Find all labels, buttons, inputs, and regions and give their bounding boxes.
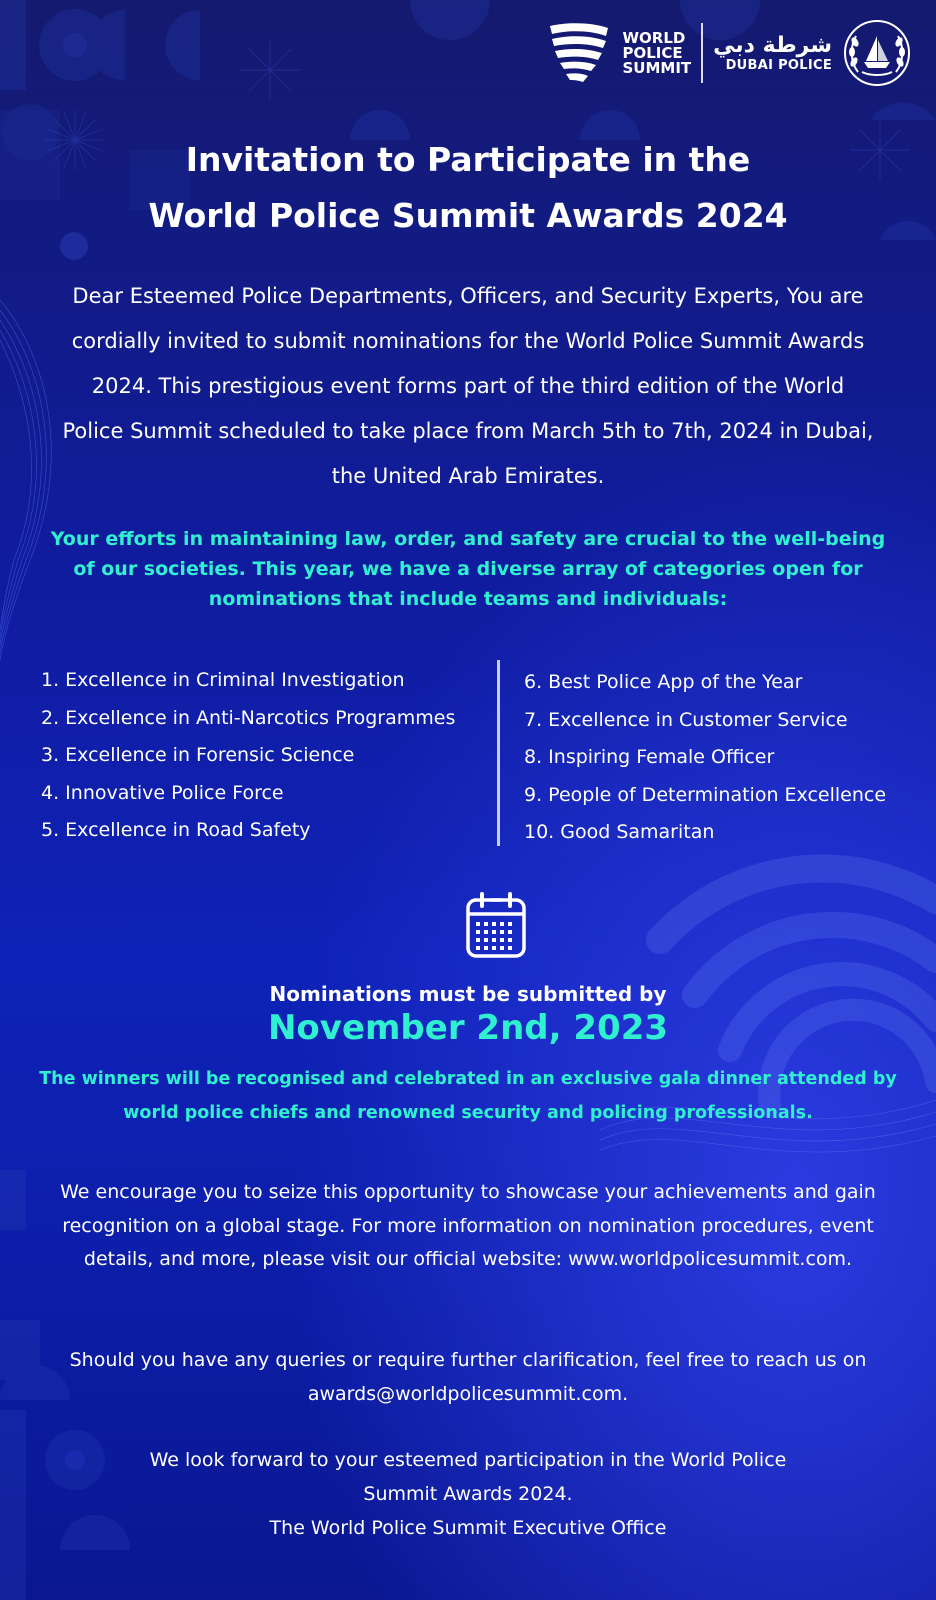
- title-line-2: World Police Summit Awards 2024: [148, 196, 788, 235]
- category-item: 1. Excellence in Criminal Investigation: [41, 669, 405, 691]
- deadline-date: November 2nd, 2023: [267, 1008, 669, 1048]
- wps-logo-icon: [546, 20, 612, 86]
- encourage-paragraph: We encourage you to seize this opportunity to showcase your achievements and gain recognition on a global stage. For more information on nomination procedures, event details, and more, please visit our official website: www.worldpolicesummit.com.: [60, 1181, 876, 1270]
- highlight-paragraph: Your efforts in maintaining law, order, and safety are crucial to the well-being of our societies. This year, we have a diverse array of categories open for nominations that include teams and individuals:: [50, 528, 886, 610]
- winners-paragraph: The winners will be recognised and celebrated in an exclusive gala dinner attended by world police chiefs and renowned security and policing professionals.: [39, 1069, 897, 1123]
- dubai-police-emblem-icon: [842, 18, 912, 88]
- wps-logo-line: SUMMIT: [622, 58, 692, 77]
- category-divider: [497, 660, 500, 846]
- signature: The World Police Summit Executive Office: [269, 1517, 667, 1539]
- intro-paragraph: Dear Esteemed Police Departments, Officers, and Security Experts, You are cordially invited to submit nominations for the World Police Summit Awards 2024. This prestigious event forms part of the third edition of the World Police Summit scheduled to take place from March 5th to 7th, 2024 in Dubai, the United Arab Emirates.: [62, 284, 874, 488]
- category-item: 6. Best Police App of the Year: [524, 671, 803, 693]
- category-item: 8. Inspiring Female Officer: [524, 746, 775, 768]
- header-logos: [546, 18, 912, 88]
- wps-logo-text: [622, 28, 692, 77]
- dubai-police-arabic: شرطة دبي: [713, 32, 832, 58]
- category-list-right: [524, 664, 924, 852]
- wps-logo-line: WORLD: [622, 28, 686, 47]
- dubai-police-wordmark: [713, 34, 832, 73]
- closing-paragraph: We look forward to your esteemed participation in the World Police Summit Awards 2024.: [149, 1449, 787, 1505]
- category-item: 3. Excellence in Forensic Science: [41, 744, 355, 766]
- category-item: 10. Good Samaritan: [524, 821, 715, 843]
- category-item: 5. Excellence in Road Safety: [41, 819, 311, 841]
- deadline-label: Nominations must be submitted by: [269, 982, 667, 1006]
- wps-logo-line: POLICE: [622, 43, 683, 62]
- page-title: [0, 132, 936, 244]
- category-list-left: [41, 662, 491, 850]
- category-item: 4. Innovative Police Force: [41, 781, 284, 804]
- title-line-1: Invitation to Participate in the: [185, 140, 751, 179]
- dubai-police-english: DUBAI POLICE: [725, 57, 832, 73]
- queries-paragraph: Should you have any queries or require further clarification, feel free to reach us on awards@worldpolicesummit.com.: [69, 1349, 867, 1405]
- category-item: 2. Excellence in Anti-Narcotics Programmes: [41, 706, 456, 729]
- category-item: 7. Excellence in Customer Service: [524, 708, 848, 731]
- logo-divider: [701, 23, 703, 83]
- category-item: 9. People of Determination Excellence: [524, 783, 887, 806]
- calendar-icon: [465, 892, 527, 960]
